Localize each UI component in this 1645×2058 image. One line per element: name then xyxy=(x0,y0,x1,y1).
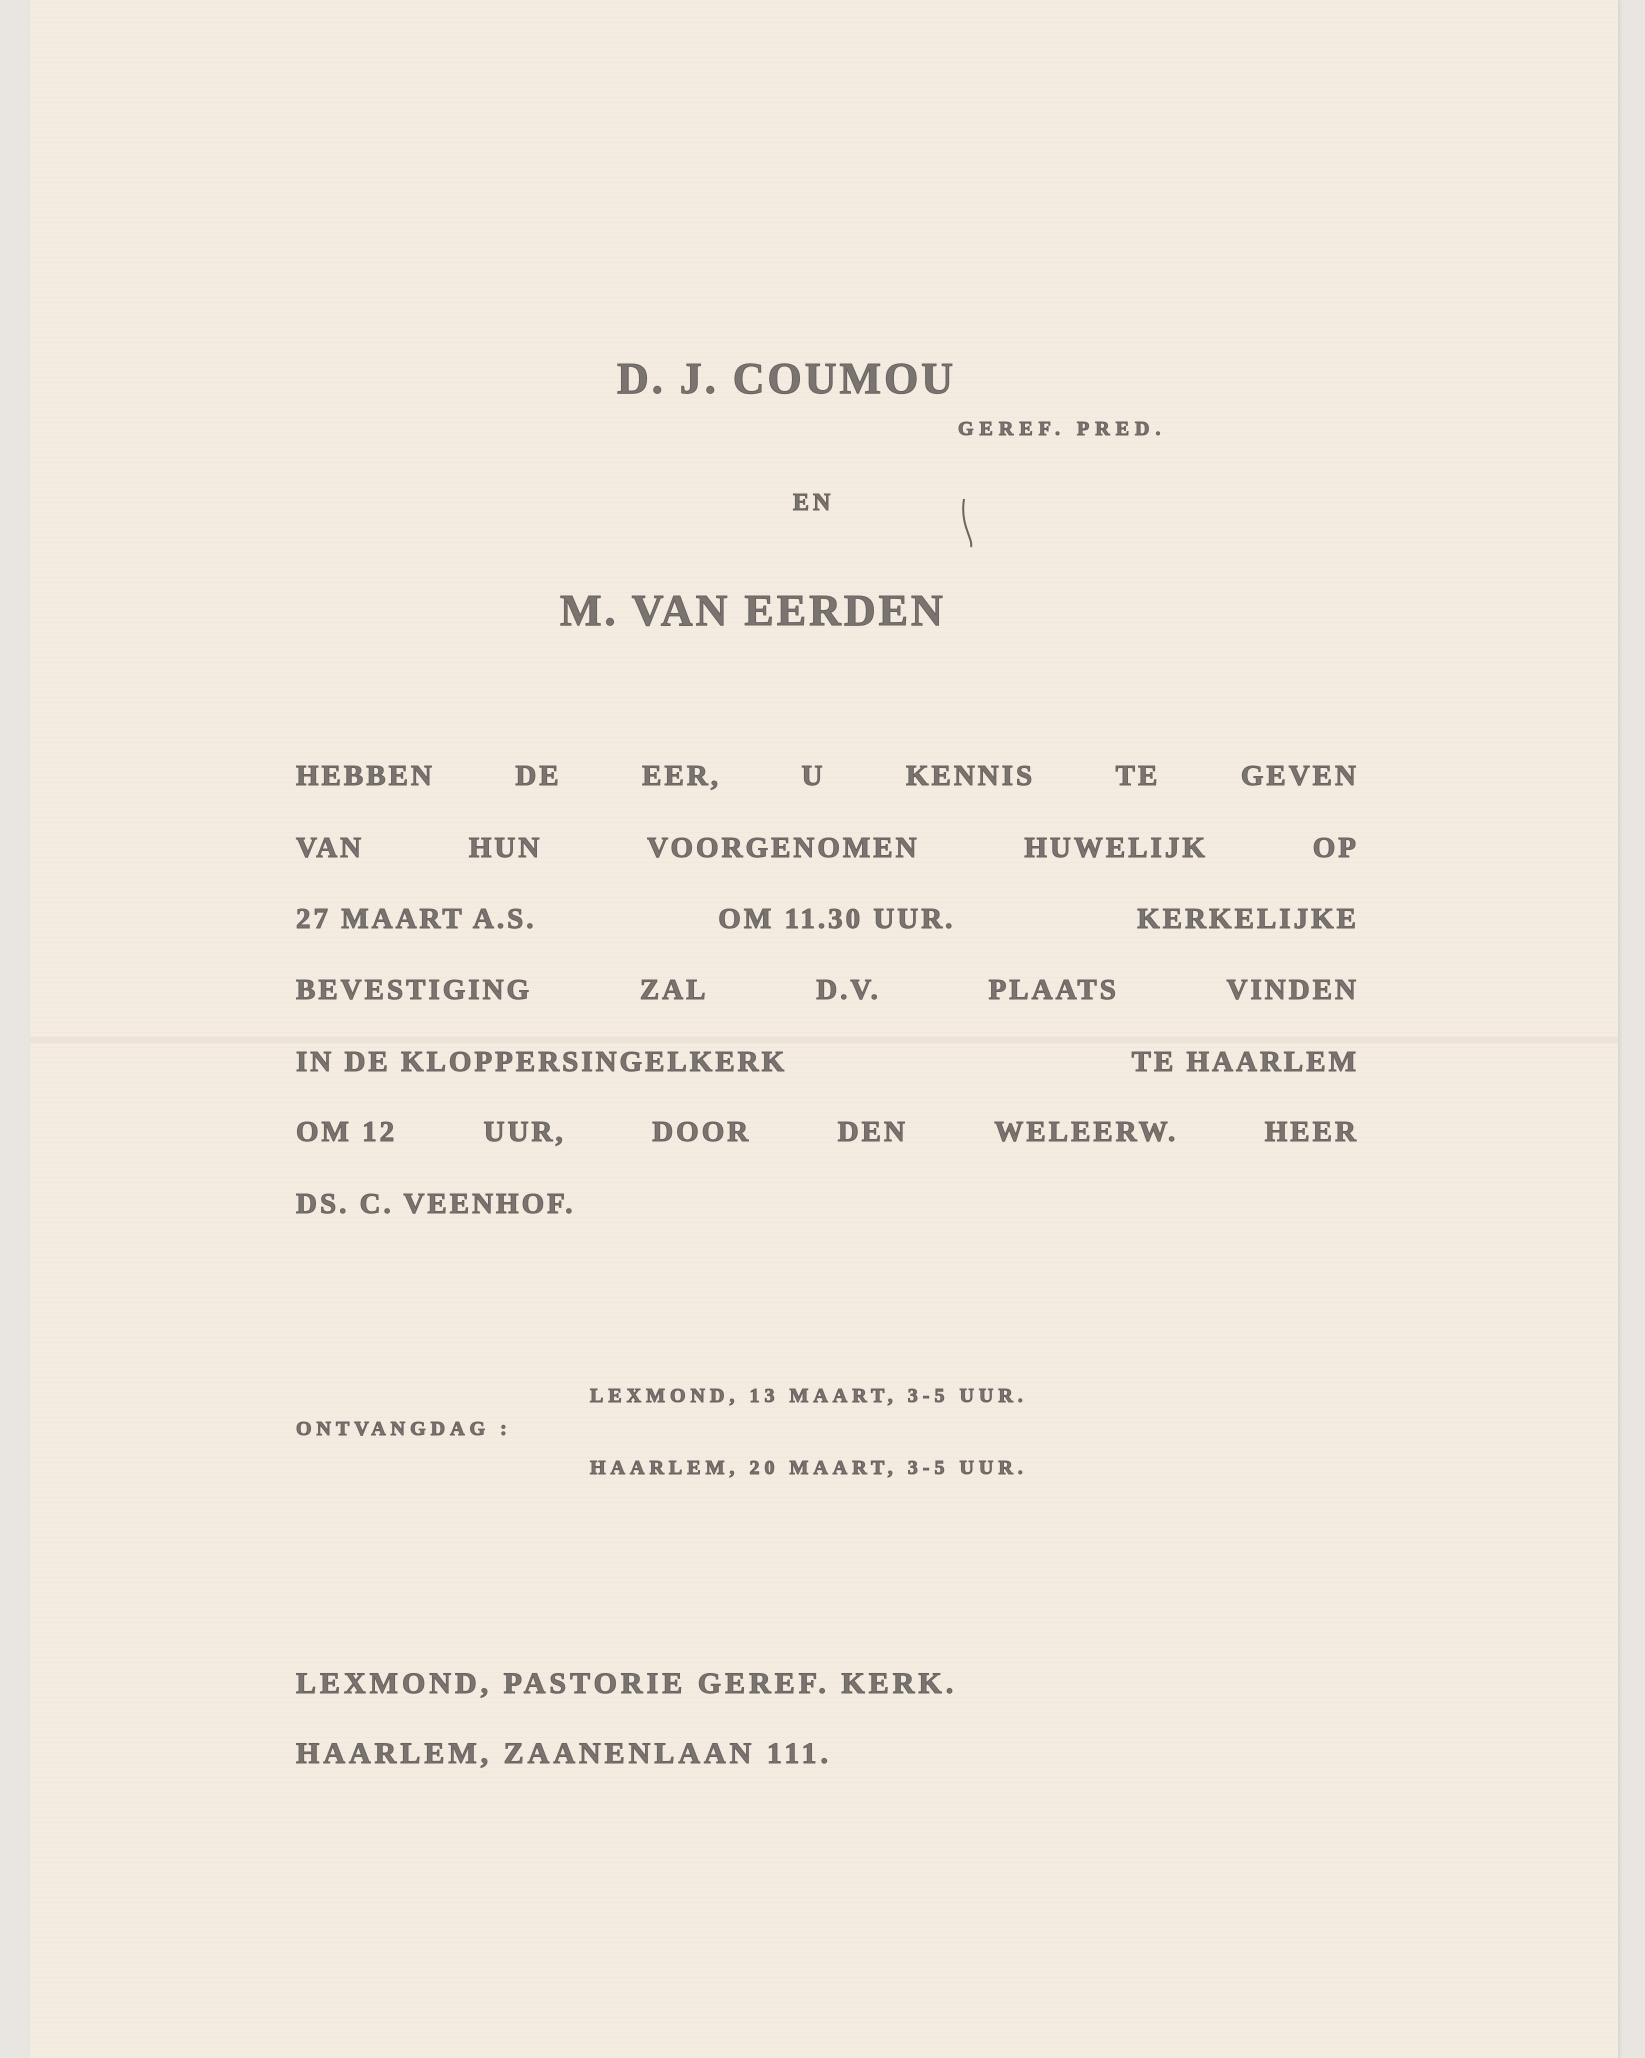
announcement-word: GEVEN xyxy=(1240,760,1359,792)
announcement-line xyxy=(296,1116,1359,1149)
announcement-word: DE xyxy=(515,760,562,792)
conjunction: EN xyxy=(793,490,835,516)
announcement-word: WELEERW. xyxy=(994,1116,1179,1148)
announcement-word: 27 MAART A.S. xyxy=(296,903,537,935)
announcement-word: UUR, xyxy=(483,1116,566,1148)
announcement-word: DOOR xyxy=(652,1116,752,1148)
announcement-word: DEN xyxy=(837,1116,908,1148)
bride-name: M. VAN EERDEN xyxy=(560,586,946,635)
announcement-word: VAN xyxy=(296,832,365,864)
groom-name: D. J. COUMOU xyxy=(617,354,957,403)
announcement-word: D.V. xyxy=(816,974,881,1006)
announcement-word: OM 11.30 UUR. xyxy=(718,903,956,935)
announcement-word: PLAATS xyxy=(988,974,1119,1006)
paper-fold-crease xyxy=(30,1035,1618,1045)
announcement-word: OM 12 xyxy=(296,1116,398,1148)
announcement-line xyxy=(296,1188,1359,1221)
announcement-word: VINDEN xyxy=(1226,974,1359,1006)
reception-label: ONTVANGDAG : xyxy=(296,1418,512,1440)
announcement-word: HUWELIJK xyxy=(1024,832,1208,864)
announcement-word: VOORGENOMEN xyxy=(647,832,920,864)
announcement-word: HEER xyxy=(1264,1116,1359,1148)
announcement-word: IN DE KLOPPERSINGELKERK xyxy=(296,1046,788,1078)
announcement-word: KENNIS xyxy=(905,760,1036,792)
reception-day-haarlem: HAARLEM, 20 MAART, 3-5 UUR. xyxy=(590,1457,1028,1479)
announcement-word: HEBBEN xyxy=(296,760,435,792)
announcement-word: BEVESTIGING xyxy=(296,974,533,1006)
announcement-word: HUN xyxy=(468,832,543,864)
announcement-word: EER, xyxy=(642,760,722,792)
announcement-line xyxy=(296,832,1359,865)
announcement-word: ZAL xyxy=(639,974,709,1006)
announcement-line xyxy=(296,1046,1359,1079)
announcement-word: OP xyxy=(1312,832,1359,864)
address-lexmond: LEXMOND, PASTORIE GEREF. KERK. xyxy=(296,1667,958,1700)
announcement-word: U xyxy=(801,760,826,792)
announcement-line xyxy=(296,974,1359,1007)
reception-day-lexmond: LEXMOND, 13 MAART, 3-5 UUR. xyxy=(590,1385,1028,1407)
announcement-word: TE HAARLEM xyxy=(1131,1046,1359,1078)
announcement-line xyxy=(296,903,1359,936)
announcement-word: DS. C. VEENHOF. xyxy=(296,1188,576,1220)
address-haarlem: HAARLEM, ZAANENLAAN 111. xyxy=(296,1737,833,1770)
ink-mark-icon xyxy=(960,497,974,549)
announcement-word: TE xyxy=(1115,760,1161,792)
announcement-word: KERKELIJKE xyxy=(1137,903,1359,935)
announcement-line xyxy=(296,760,1359,793)
groom-title: GEREF. PRED. xyxy=(958,418,1167,440)
